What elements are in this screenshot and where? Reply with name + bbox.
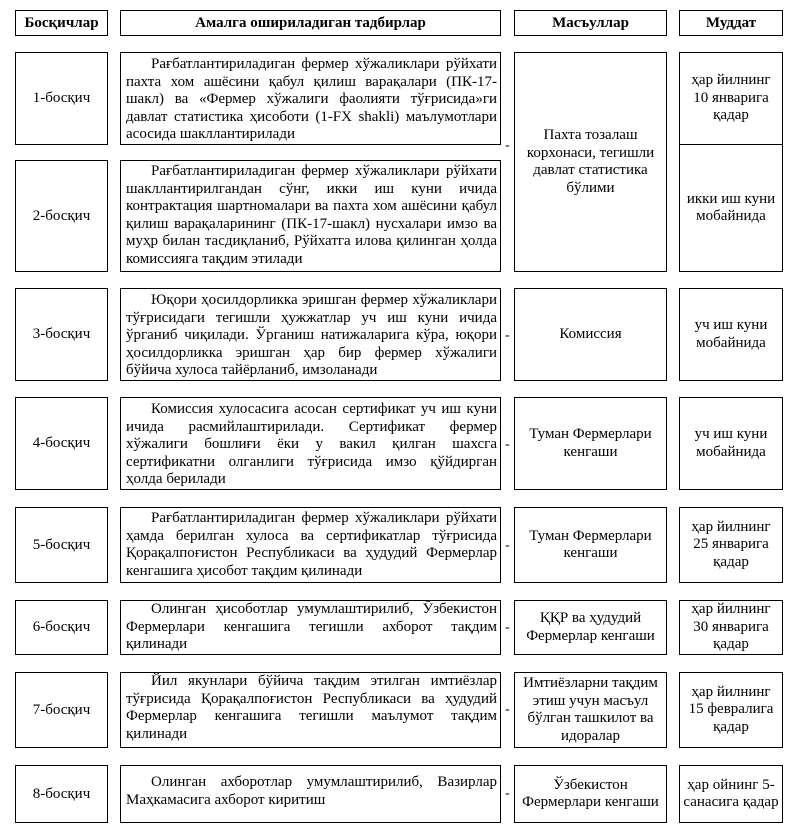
step-1-description: Рағбатлантириладиган фермер хўжаликлари рўйхати пахта хом ашёсини қабул қилиш варақалари (ПК-17-шакл) ва «Фермер хўжалиги фаолияти тўғрисида»ги давлат статистика ҳисоботи (1-FX shakli) маълумотлари асосида шакллантирилади xyxy=(120,52,501,145)
step-2-description: Рағбатлантириладиган фермер хўжаликлари рўйхати шакллантирилгандан сўнг, икки иш куни ичида контрактация шартномалари ва пахта хом ашёсини қабул қилиш варақаларининг (ПК-17-шакл) нусхалари имзо ва муҳр билан тасдиқланиб, Рўйхатга илова қилинган ҳолда комиссияга тақдим этилади xyxy=(120,160,501,272)
step-3-label: 3-босқич xyxy=(15,288,108,381)
connector-dash-3: - xyxy=(505,328,510,343)
step-2-deadline: икки иш куни мобайнида xyxy=(679,144,783,272)
header-steps: Босқичлар xyxy=(15,10,108,36)
step-6-description: Олинган ҳисоботлар умумлаштирилиб, Ўзбекистон Фермерлари кенгашига тегишли ахборот тақдим қилинади xyxy=(120,600,501,655)
step-8-responsible: Ўзбекистон Фермерлари кенгаши xyxy=(514,765,667,823)
step-7-label: 7-босқич xyxy=(15,672,108,748)
step-3-description: Юқори ҳосилдорликка эришган фермер хўжаликлари тўғрисидаги тегишли ҳужжатлар уч иш куни ичида ўрганиб чиқилади. Ўрганиш натижаларига кўра, юқори ҳосилдорликка эришган ҳар бир фермер хўжалиги бўйича хулоса тайёрланиб, имзоланади xyxy=(120,288,501,381)
connector-dash-1-2: - xyxy=(505,138,510,153)
step-2-label: 2-босқич xyxy=(15,160,108,272)
header-deadline: Муддат xyxy=(679,10,783,36)
step-8-deadline: ҳар ойнинг 5-санасига қадар xyxy=(679,765,783,823)
step-5-responsible: Туман Фермерлари кенгаши xyxy=(514,507,667,583)
step-6-deadline: ҳар йилнинг 30 январига қадар xyxy=(679,600,783,655)
step-1-label: 1-босқич xyxy=(15,52,108,145)
step-8-description: Олинган ахборотлар умумлаштирилиб, Вазирлар Маҳкамасига ахборот киритиш xyxy=(120,765,501,823)
step-4-deadline: уч иш куни мобайнида xyxy=(679,397,783,490)
step-4-label: 4-босқич xyxy=(15,397,108,490)
connector-dash-7: - xyxy=(505,702,510,717)
connector-dash-4: - xyxy=(505,437,510,452)
step-7-deadline: ҳар йилнинг 15 февралига қадар xyxy=(679,672,783,748)
step-5-label: 5-босқич xyxy=(15,507,108,583)
step-8-label: 8-босқич xyxy=(15,765,108,823)
step-1-deadline: ҳар йилнинг 10 январига қадар xyxy=(679,52,783,145)
step-5-description: Рағбатлантириладиган фермер хўжаликлари рўйхати ҳамда берилган хулоса ва сертификатлар тўғрисида Қорақалпоғистон Республикаси ва ҳудудий Фермерлар кенгашига ҳисобот тақдим қилинади xyxy=(120,507,501,583)
step-6-label: 6-босқич xyxy=(15,600,108,655)
step-3-responsible: Комиссия xyxy=(514,288,667,381)
step-4-responsible: Туман Фермерлари кенгаши xyxy=(514,397,667,490)
connector-dash-5: - xyxy=(505,538,510,553)
step-5-deadline: ҳар йилнинг 25 январига қадар xyxy=(679,507,783,583)
steps-1-2-responsible: Пахта тозалаш корхонаси, тегишли давлат статистика бўлими xyxy=(514,52,667,272)
header-responsible: Масъуллар xyxy=(514,10,667,36)
step-7-responsible: Имтиёзларни тақдим этиш учун масъул бўлган ташкилот ва идоралар xyxy=(514,672,667,748)
step-7-description: Йил якунлари бўйича тақдим этилган имтиёзлар тўғрисида Қорақалпоғистон Республикаси ва ҳудудий Фермерлар кенгашига тегишли маълумот тақдим қилинади xyxy=(120,672,501,748)
step-6-responsible: ҚҚР ва ҳудудий Фермерлар кенгаши xyxy=(514,600,667,655)
step-3-deadline: уч иш куни мобайнида xyxy=(679,288,783,381)
header-actions: Амалга ошириладиган тадбирлар xyxy=(120,10,501,36)
connector-dash-6: - xyxy=(505,620,510,635)
step-4-description: Комиссия хулосасига асосан сертификат уч иш куни ичида расмийлаштирилади. Сертификат фермер хўжалиги бошлиғи ёки у вакил қилган шахсга сертификатни олганлиги тўғрисида имзо қўйдирган ҳолда берилади xyxy=(120,397,501,490)
connector-dash-8: - xyxy=(505,786,510,801)
